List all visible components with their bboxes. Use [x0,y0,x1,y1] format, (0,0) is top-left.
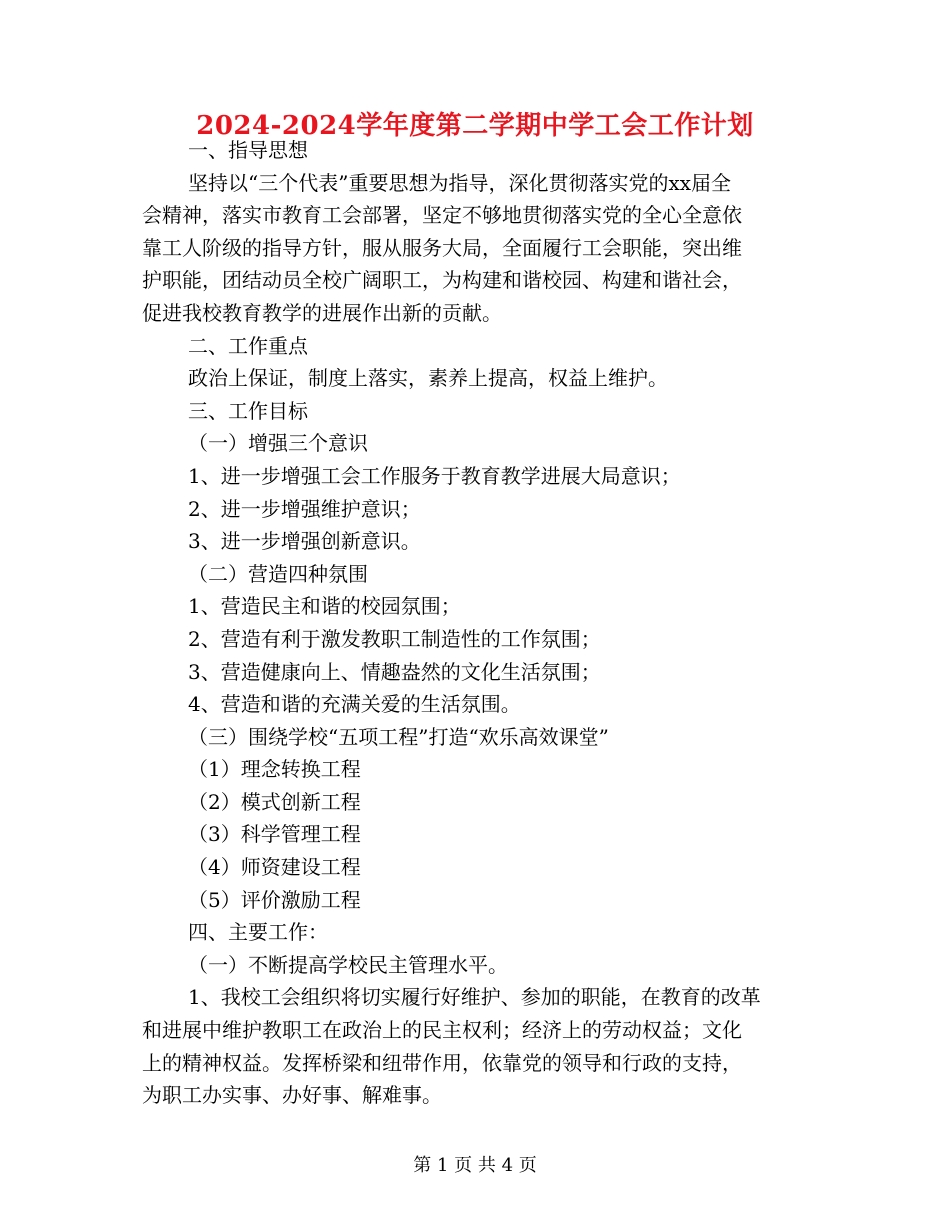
subsection-heading: （一）增强三个意识 [188,431,368,456]
document-title: 2024-2024学年度第二学期中学工会工作计划 [196,111,754,141]
paragraph-line: 促进我校教育教学的进展作出新的贡献。 [142,300,502,325]
list-item: 3、进一步增强创新意识。 [188,529,421,554]
work-focus-text: 政治上保证，制度上落实，素养上提高，权益上维护。 [188,366,668,391]
paragraph-line: 护职能，团结动员全校广阔职工，为构建和谐校园、构建和谐社会， [142,268,742,293]
section-heading-main-work: 四、主要工作： [188,920,328,945]
subsection-heading: （一）不断提高学校民主管理水平。 [188,952,508,977]
subsection-heading: （二）营造四种氛围 [188,561,368,586]
section-heading-guiding-ideology: 一、指导思想 [188,138,308,162]
list-item: 3、营造健康向上、情趣盎然的文化生活氛围； [188,659,601,684]
paragraph-line: 为职工办实事、办好事、解难事。 [142,1083,442,1108]
list-item: 4、营造和谐的充满关爱的生活氛围。 [188,692,521,717]
section-heading-work-goals: 三、工作目标 [188,398,308,423]
list-item: （2）模式创新工程 [188,789,361,814]
paragraph-line: 靠工人阶级的指导方针，服从服务大局，全面履行工会职能，突出维 [142,235,742,260]
list-item: 2、进一步增强维护意识； [188,496,421,521]
list-item: 1、进一步增强工会工作服务于教育教学进展大局意识； [188,463,681,488]
list-item: 1、营造民主和谐的校园氛围； [188,594,461,619]
list-item: 2、营造有利于激发教职工制造性的工作氛围； [188,626,601,651]
paragraph-line: 会精神，落实市教育工会部署，坚定不够地贯彻落实党的全心全意依 [142,203,742,228]
document-body [142,134,810,1112]
list-item: （1）理念转换工程 [188,757,361,782]
list-item: （4）师资建设工程 [188,855,361,880]
paragraph-line: 和进展中维护教职工在政治上的民主权利；经济上的劳动权益；文化 [142,1018,742,1043]
paragraph-line: 上的精神权益。发挥桥梁和纽带作用，依靠党的领导和行政的支持， [142,1050,742,1075]
section-heading-work-focus: 二、工作重点 [188,333,308,358]
paragraph-line: 坚持以“三个代表”重要思想为指导，深化贯彻落实党的xx届全 [188,170,732,195]
paragraph-line: 1、我校工会组织将切实履行好维护、参加的职能，在教育的改革 [188,985,761,1010]
page-footer: 第 1 页 共 4 页 [413,1155,537,1176]
list-item: （3）科学管理工程 [188,822,361,847]
subsection-heading: （三）围绕学校“五项工程”打造“欢乐高效课堂” [188,724,609,749]
list-item: （5）评价激励工程 [188,887,361,912]
